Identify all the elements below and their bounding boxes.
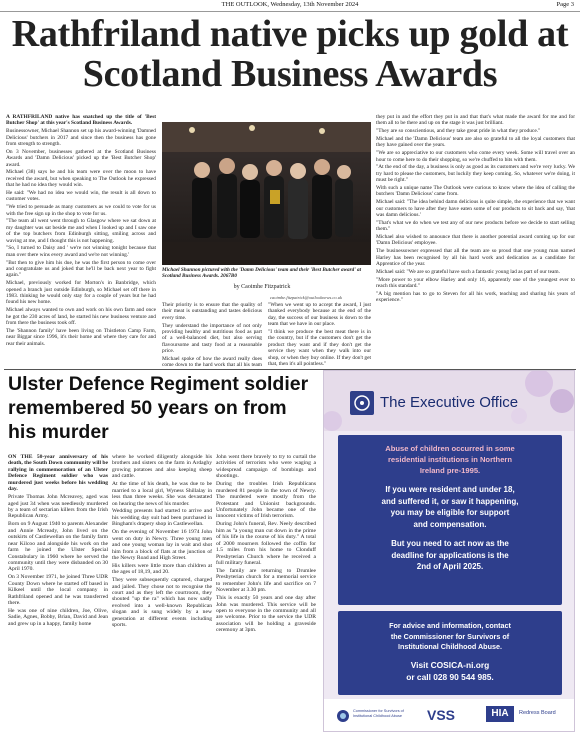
- paragraph: where he worked diligently alongside his brothers and sisters on the farm in Ardaghy growing potatoes and also keeping sheep and cattle.: [112, 454, 212, 480]
- paragraph: "At the end of the day, a business is only as good as its customers and we're very lucky. We try hard to please the customers, but luckily they keep coming. So, whatever we're doing, it must be right.": [376, 164, 575, 184]
- advert-line: For advice and information, contact: [389, 621, 511, 630]
- advert-line: If you were resident and under 18,: [385, 485, 515, 494]
- paragraph: The 'Shannon family' have been living on Thistleton Camp Farm, near Biggar since 1996, it's their home and where they care for and rear their animals.: [6, 327, 156, 347]
- paragraph: Their priority is to ensure that the quality of their meat is outstanding and tastes delicious every time.: [162, 302, 262, 321]
- page-number: Page 3: [556, 1, 574, 8]
- paragraph: "So, I turned to Daisy and ' we're not winning tonight because that man over there wins every award and we're not winning.': [6, 245, 156, 258]
- advert-line: and suffered it, or saw it happening,: [381, 496, 519, 506]
- advert-brand: The Executive Office: [380, 394, 519, 411]
- redress-board-logo: Redress Board: [519, 710, 556, 716]
- advert-line: 2nd of April 2025.: [416, 562, 484, 571]
- paragraph: On the evening of November 16 1974 John went on duty in Newry. Three young men and one young woman lay in wait and shot him from a block of flats at the junction of the Newry Road and High Street.: [112, 529, 212, 561]
- paragraph: The businessowner expressed that all the team are so proud that one young man named Harley has been recognised by all his hard work and dedication as a candidate for Apprentice of the year.: [376, 248, 575, 268]
- advert-line: Ireland pre-1995.: [419, 466, 481, 475]
- advert-line: Visit COSICA-ni.org: [410, 659, 490, 670]
- paragraph: During the troubles Irish Republicans murdered 81 people in the town of Newry. The murdered were mostly from the Protestant and Unionist backgrounds. Unfortunately John became one of the innocent victims of Irish terrorism.: [216, 481, 316, 520]
- advert-line: Institutional Childhood Abuse.: [398, 642, 502, 651]
- paragraph: At the time of his death, he was due to be married to a local girl, Wyness Shillalay in less than three weeks. She was devastated on hearing the news of his murder.: [112, 481, 212, 507]
- paragraph: Michael (38) says he and his team were over the moon to have received the award, but when speaking to The Outlook he expressed that he had no idea they would win.: [6, 169, 156, 189]
- advert-line: and compensation.: [413, 519, 487, 529]
- page-header: [0, 0, 580, 12]
- byline: by Caoimhe Fitzpatrick: [233, 284, 291, 290]
- paragraph: Michael and the 'Damn Delicious' team are also so grateful to all the loyal customers that they have gained over the years.: [376, 136, 575, 149]
- paragraph: Born on 9 August 1940 to parents Alexander and Annie Mcready, John lived on the outskirts of Castlewellan on the family farm near Kilcoo and alongside his work on the farm he joined the Ulster Special Constabulary in 1960 where he served the community until they were disbanded on 30 April 1970.: [8, 521, 108, 573]
- commissioner-logo-text: Commissioner for Survivors of Institutional Childhood Abuse: [353, 709, 404, 718]
- paragraph: "They are so conscientious, and they take great pride in what they produce.": [376, 128, 541, 135]
- advert-footer-logos: [324, 699, 575, 732]
- hia-logo: HIA: [486, 706, 514, 722]
- paragraph: "The team all went went through to Glasgow where we sat down at my daughter was sat beside me and when I looked up and I saw one of the top butchers from Edinburgh sitting, smiling across and waving at me, and I thought this is not happening.: [6, 218, 156, 244]
- advert-line: the Commissioner for Survivors of: [390, 631, 510, 641]
- story1-column-1: [6, 114, 156, 368]
- paragraph: He was one of nine children, Joe, Olive, Sadie, Agnes, Bobby, Brian, David and Jean and grew up in a happy, family home: [8, 607, 108, 627]
- paragraph: they put in and the effort they put in and that that's what made the award for me and for them all to be there and up on the stage it was just brilliant.: [376, 114, 575, 127]
- story2-column-2: [112, 454, 212, 734]
- advert-line: deadline for applications is the: [391, 550, 509, 560]
- paragraph: Businessowner, Michael Shannon set up his award-winning 'Damned Delicious' butchers in 2017 and since then the business has gone from strength to strength.: [6, 128, 156, 148]
- vss-logo: VSS: [427, 707, 456, 723]
- paragraph: Wedding presents had started to arrive and his wedding day suit had been purchased in Bingham's drapery shop in Castlewellan.: [112, 508, 212, 528]
- paragraph: Michael always wanted to own and work on his own farm and once he got the 230 acres of land, he started his new business venture and from there the business took off.: [6, 307, 156, 327]
- paragraph: They understand the importance of not only providing healthy and nutritious food as part of a well-balanced diet, but also serving flavoursome and tasty food at a reasonable price.: [162, 322, 262, 355]
- paragraph: They were subsequently captured, charged and jailed. They chose not to recognise the court and as they left the courtroom, they shouted "up the ra" which has now sadly evolved into a well-known Republican slogan and is sung widely by a new generation at different events including sports.: [112, 577, 212, 629]
- paragraph: He said: "We had no idea we would win, the result is all down to customer votes.: [6, 190, 156, 203]
- paragraph: During John's funeral, Rev. Neely described him as "a young man cut down in the prime of his life in the course of his duty." A total of 2000 mourners followed the coffin for 1.5 miles from his home to Clonduff Presbyterian Church where he received a full military funeral.: [216, 521, 316, 567]
- paragraph: His killers were little more than children at the ages of 18,19, and 20.: [112, 562, 212, 576]
- paragraph: "A big mention has to go to Steven for all his work, teaching and sharing his years of experience.": [376, 290, 575, 304]
- publication-date-line: THE OUTLOOK, Wednesday, 13th November 2024: [221, 1, 359, 8]
- paragraph: ON THE 50-year anniversary of his death, the South Down community will be rallying in commemoration of an Ulster Defence Regiment soldier who was murdered just weeks before his wedding day.: [8, 454, 108, 493]
- paragraph: On 3 November, businesses gathered at the Scotland Business Awards and 'Damn Delicious' picked up the 'Best Butcher Shop' award.: [6, 148, 156, 168]
- paragraph: The family are returning to Drumlee Presbyterian church for a memorial service to remember John's life and sacrifice on 7 November at 3.30 pm.: [216, 567, 316, 594]
- executive-office-logo-icon: [350, 391, 374, 415]
- paragraph: "We tried to persuade as many customers as we could to vote for us with the free sign up in the shop to vote for us.: [6, 204, 156, 217]
- paragraph: Michael, previously worked for Morton's in Banbridge, which opened a branch just outside Edinburgh, so Michael set off there in 1983. thinking he would only stay for a couple of years but he had found his new home.: [6, 280, 156, 306]
- paragraph: A RATHFRILAND native has snatched up the title of 'Best Butcher Shop' at this year's Scotland Business Awards.: [6, 114, 156, 127]
- paragraph: On 3 November 1971, he joined Three UDR County Down where he started off based in Kilkeel until the local company in Rathfriland opened and he was transferred there.: [8, 574, 108, 607]
- paragraph: With such a unique name The Outlook were curious to know where the idea of calling the butchers 'Damn Delicious' came from.: [376, 185, 575, 198]
- executive-office-advert[interactable]: [323, 370, 575, 732]
- story1-column-4: [376, 114, 575, 368]
- paragraph: Private Thomas John Mcreavey, aged was aged just 34 when was needlessly murdered by a team of sectarian killers from the Irish Republican Army.: [8, 494, 108, 520]
- paragraph: Michael said: "The idea behind damn delicious is quite simple, the experience that we want our customers to have after they have eaten some of our products to sit back and say, 'that was damn delicious.': [376, 199, 575, 219]
- advert-line: Abuse of children occurred in some: [385, 444, 515, 453]
- paragraph: Michael spoke of how the award really does come down to the hard work that all his team: [162, 356, 262, 368]
- story2-column-3: [216, 454, 316, 734]
- paragraph: "More power to your elbow Harley and only 16, apparently one of the youngest ever to reach this standard.": [376, 276, 575, 290]
- paragraph: John went there bravely to try to curtail the activities of terrorists who were waging a widespread campaign of bombings and shootings.: [216, 454, 316, 480]
- paragraph: Michael said: "We are so grateful have such a fantastic young lad as part of our team.: [376, 268, 560, 275]
- paragraph: "When we went up to accept the award, I just thanked everybody because at the end of the day, the success of our business is down to the team that we have in our place.: [268, 302, 371, 328]
- advert-line: or call 028 90 544 985.: [406, 671, 494, 682]
- photo-caption: Michael Shannon pictured with the 'Damn Delicious' team and their 'Best Butcher award' at Scotland Business Awards. 2067B0: [162, 267, 362, 280]
- advert-banner: [324, 371, 575, 431]
- advert-line: you may be eligible for support: [390, 508, 510, 517]
- paragraph: This is exactly 50 years and one day after John was murdered. This service will be open to everyone in the community and all are welcome. Prior to the service the UDR association will be holding a graveside ceremony at 3pm.: [216, 595, 316, 634]
- author-email: caoimhe.fitzpatrick@outlooknews.co.uk: [270, 295, 342, 300]
- commissioner-logo-icon: [336, 709, 350, 723]
- paragraph: "I think we produce the best meat there is in the country, but if the customers don't get the product they want and if they don't get the service they want when they walk into our shop, or when they buy online. If they don't get that, then it's all pointless.": [268, 329, 371, 368]
- award-team-photo: [162, 122, 371, 265]
- advert-line: residential institutions in Northern: [387, 455, 513, 464]
- paragraph: Michael also wished to announce that there is another potential award coming up for our 'Damn Delicious' employee.: [376, 234, 575, 247]
- story1-column-2: [162, 302, 262, 368]
- paragraph: "But then to give him his due, he was the first person to come over and congratulate us and joked that he'll be back next year to fight again.": [6, 259, 156, 279]
- paragraph: "That's what we do when we test any of our new products before we decide to start selling them.": [376, 219, 575, 233]
- story1-column-3: [268, 302, 371, 368]
- story2-column-1: [8, 454, 108, 734]
- story2-headline: Ulster Defence Regiment soldier remembered 50 years on from his murder: [8, 373, 309, 443]
- advert-line: But you need to act now as the: [391, 539, 509, 548]
- main-headline: Rathfriland native picks up gold at Scotland Business Awards: [11, 13, 569, 95]
- photo-illustration: [162, 122, 371, 265]
- paragraph: "We are so appreciative to our customers who come every week. Some will travel over an hour to come here to do their shopping, so we're chuffed to bits with them.: [376, 150, 575, 163]
